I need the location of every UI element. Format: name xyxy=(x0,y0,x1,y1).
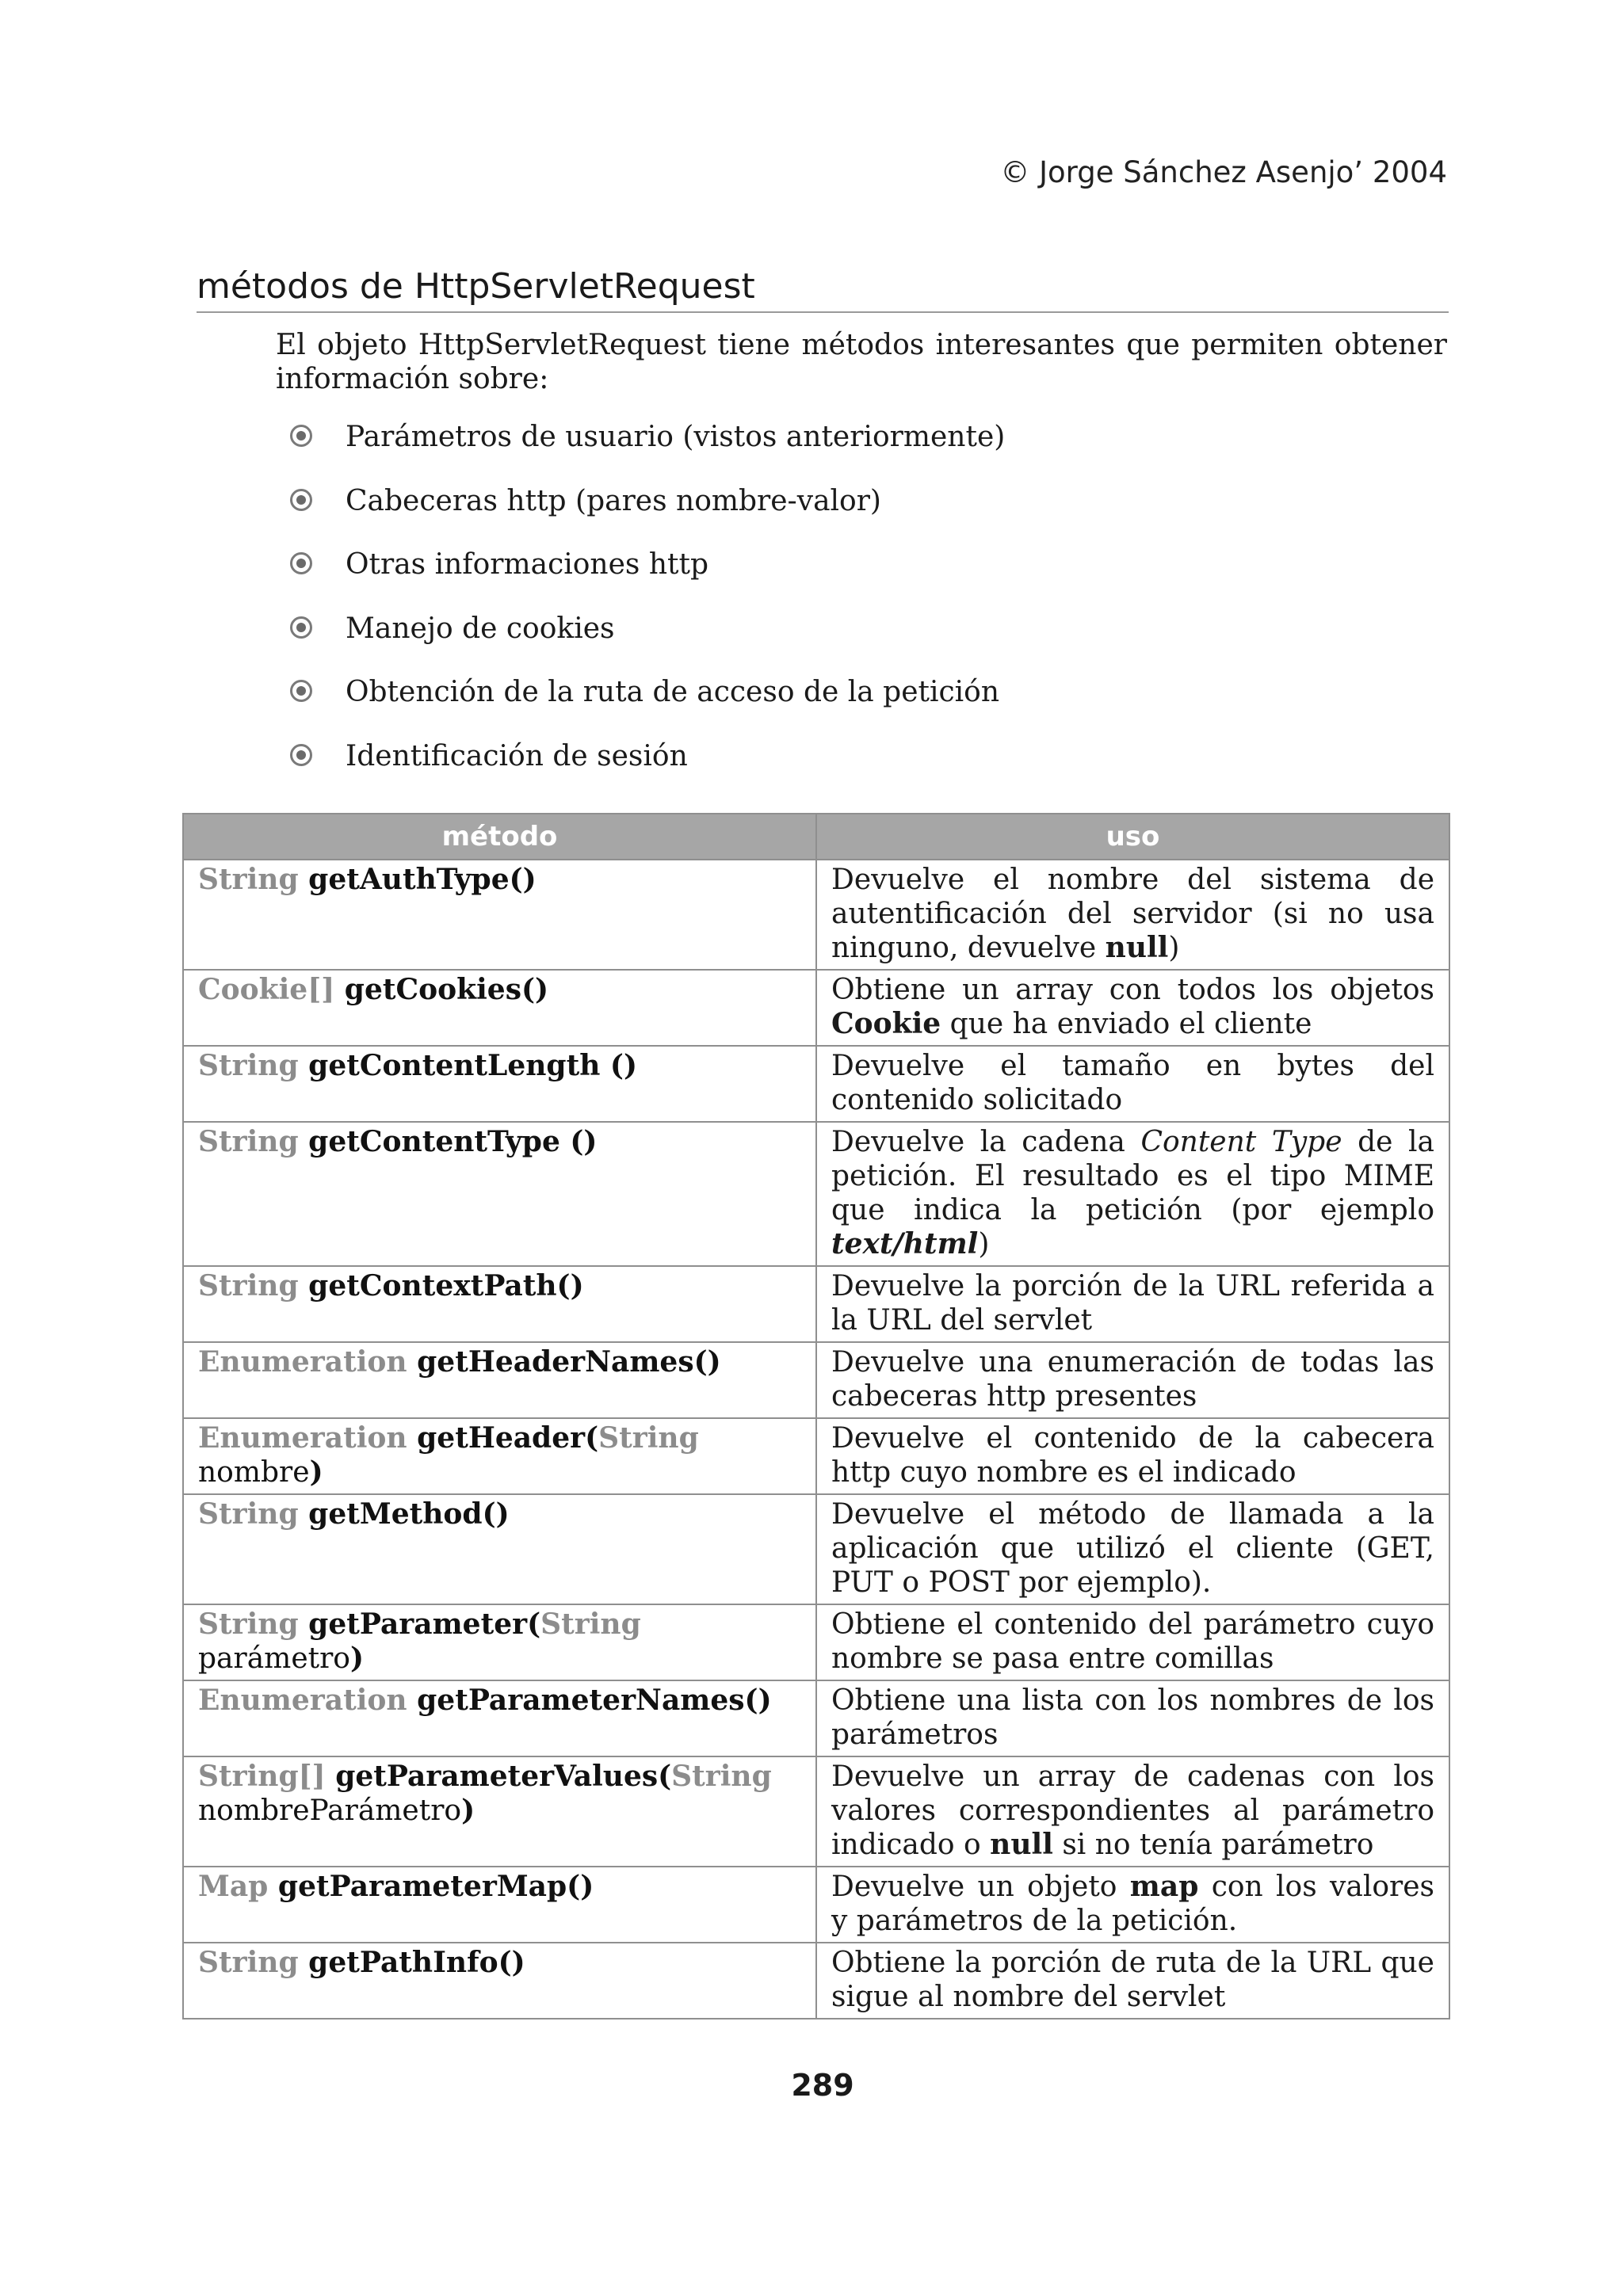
text-segment: ) xyxy=(1168,932,1180,964)
table-row xyxy=(183,1266,1449,1342)
return-type: String xyxy=(198,863,299,896)
text-segment: Devuelve el contenido de la cabecera http cuyo nombre es el indicado xyxy=(831,1422,1434,1489)
text-segment: de la petición. El resultado es el tipo MIME que indica la petición (por ejemplo xyxy=(831,1126,1434,1226)
emphasis-text: map xyxy=(1129,1870,1199,1903)
list-item xyxy=(290,547,1005,612)
text-segment: Devuelve el nombre del sistema de autentificación del servidor (si no usa ninguno, devuelve xyxy=(831,864,1434,964)
return-type: String xyxy=(198,1125,299,1158)
text-segment: Devuelve una enumeración de todas las cabeceras http presentes xyxy=(831,1346,1434,1413)
list-item-text: Parámetros de usuario (vistos anteriormente) xyxy=(346,421,1006,453)
list-item-text: Otras informaciones http xyxy=(346,548,708,581)
list-item xyxy=(290,739,1005,803)
table-row xyxy=(183,1867,1449,1943)
column-header-method: método xyxy=(183,814,816,860)
method-name: getHeader( xyxy=(407,1421,599,1455)
return-type: String xyxy=(598,1421,699,1455)
parameter-name: nombreParámetro xyxy=(198,1794,462,1827)
text-segment: que ha enviado el cliente xyxy=(941,1008,1312,1040)
list-item-text: Obtención de la ruta de acceso de la petición xyxy=(346,676,1000,708)
method-name: ) xyxy=(461,1794,475,1827)
parameter-name: parámetro xyxy=(198,1642,350,1675)
list-item xyxy=(290,675,1005,739)
table-row xyxy=(183,1046,1449,1122)
list-item-text: Cabeceras http (pares nombre-valor) xyxy=(346,484,881,517)
method-signature-cell xyxy=(183,1418,816,1494)
table-row xyxy=(183,1122,1449,1266)
table-row xyxy=(183,1943,1449,2019)
usage-description-cell xyxy=(816,1680,1449,1756)
method-signature-cell xyxy=(183,1604,816,1680)
emphasis-text: Cookie xyxy=(831,1007,941,1040)
text-segment: Obtiene la porción de ruta de la URL que sigue al nombre del servlet xyxy=(831,1947,1434,2013)
text-segment: Obtiene el contenido del parámetro cuyo nombre se pasa entre comillas xyxy=(831,1608,1434,1675)
emphasis-text: null xyxy=(1105,931,1169,964)
method-name: ) xyxy=(349,1642,365,1675)
method-name: getContentLength () xyxy=(298,1049,638,1082)
method-name: getParameterMap() xyxy=(268,1870,594,1903)
list-item xyxy=(290,612,1005,676)
text-segment: con los valores y parámetros de la petición. xyxy=(831,1871,1434,1937)
radio-bullet-icon xyxy=(290,680,312,702)
return-type: Enumeration xyxy=(198,1684,407,1717)
topic-list xyxy=(290,420,1005,803)
return-type: String xyxy=(540,1608,641,1641)
list-item xyxy=(290,484,1005,548)
method-name: getPathInfo() xyxy=(298,1946,525,1979)
usage-description-cell xyxy=(816,1342,1449,1418)
method-signature-cell xyxy=(183,860,816,970)
usage-description-cell xyxy=(816,860,1449,970)
table-row xyxy=(183,1680,1449,1756)
usage-description-cell xyxy=(816,1046,1449,1122)
method-name: getParameterValues( xyxy=(325,1760,672,1793)
method-name: getMethod() xyxy=(298,1497,510,1531)
radio-bullet-icon xyxy=(290,425,312,447)
usage-description-cell xyxy=(816,1122,1449,1266)
return-type: String[] xyxy=(198,1760,326,1793)
text-segment: Devuelve un objeto xyxy=(831,1871,1130,1903)
return-type: String xyxy=(198,1049,299,1082)
usage-description-cell xyxy=(816,1266,1449,1342)
method-signature-cell xyxy=(183,1266,816,1342)
method-signature-cell xyxy=(183,1680,816,1756)
list-item-text: Manejo de cookies xyxy=(346,612,615,645)
text-segment: Obtiene una lista con los nombres de los parámetros xyxy=(831,1684,1434,1751)
method-name: ) xyxy=(309,1455,323,1489)
method-signature-cell xyxy=(183,1756,816,1867)
method-name: getHeaderNames() xyxy=(407,1345,721,1379)
page-number: 289 xyxy=(791,2068,854,2103)
method-name: getContextPath() xyxy=(298,1269,584,1302)
list-item-text: Identificación de sesión xyxy=(346,739,688,772)
return-type: String xyxy=(671,1760,772,1793)
usage-description-cell xyxy=(816,1756,1449,1867)
method-signature-cell xyxy=(183,1122,816,1266)
table-row xyxy=(183,860,1449,970)
method-name: getContentType () xyxy=(298,1125,598,1158)
text-segment: Devuelve la porción de la URL referida a la URL del servlet xyxy=(831,1270,1434,1337)
text-segment: Devuelve el tamaño en bytes del contenido solicitado xyxy=(831,1050,1434,1116)
table-row xyxy=(183,1342,1449,1418)
usage-description-cell xyxy=(816,1943,1449,2019)
copyright-header: © Jorge Sánchez Asenjo’ 2004 xyxy=(1000,155,1447,189)
emphasis-text: Content Type xyxy=(1140,1126,1342,1158)
usage-description-cell xyxy=(816,1867,1449,1943)
usage-description-cell xyxy=(816,1494,1449,1604)
method-name: getCookies() xyxy=(334,973,549,1006)
table-header-row xyxy=(183,814,1449,860)
radio-bullet-icon xyxy=(290,552,312,574)
return-type: String xyxy=(198,1269,299,1302)
table-row xyxy=(183,970,1449,1046)
return-type: Cookie[] xyxy=(198,973,335,1006)
emphasis-text: text/html xyxy=(831,1227,979,1261)
radio-bullet-icon xyxy=(290,744,312,766)
radio-bullet-icon xyxy=(290,489,312,511)
return-type: String xyxy=(198,1497,299,1531)
intro-paragraph: El objeto HttpServletRequest tiene métodos interesantes que permiten obtener información sobre: xyxy=(276,329,1447,395)
table-row xyxy=(183,1756,1449,1867)
text-segment: Devuelve un array de cadenas con los valores correspondientes al parámetro indicado o xyxy=(831,1760,1434,1861)
table-row xyxy=(183,1604,1449,1680)
return-type: String xyxy=(198,1608,299,1641)
method-signature-cell xyxy=(183,1342,816,1418)
radio-bullet-icon xyxy=(290,616,312,639)
column-header-use: uso xyxy=(816,814,1449,860)
method-signature-cell xyxy=(183,1046,816,1122)
return-type: String xyxy=(198,1946,299,1979)
parameter-name: nombre xyxy=(198,1456,310,1489)
method-signature-cell xyxy=(183,1943,816,2019)
text-segment: Obtiene un array con todos los objetos xyxy=(831,974,1434,1006)
usage-description-cell xyxy=(816,1604,1449,1680)
text-segment: ) xyxy=(978,1228,990,1261)
return-type: Enumeration xyxy=(198,1421,407,1455)
usage-description-cell xyxy=(816,1418,1449,1494)
emphasis-text: null xyxy=(990,1828,1053,1861)
return-type: Map xyxy=(198,1870,269,1903)
table-row xyxy=(183,1494,1449,1604)
methods-table xyxy=(182,813,1450,2019)
return-type: Enumeration xyxy=(198,1345,407,1379)
text-segment: Devuelve la cadena xyxy=(831,1126,1141,1158)
usage-description-cell xyxy=(816,970,1449,1046)
method-name: getAuthType() xyxy=(298,863,537,896)
table-body xyxy=(183,860,1449,2019)
method-name: getParameterNames() xyxy=(407,1684,772,1717)
method-signature-cell xyxy=(183,1867,816,1943)
list-item xyxy=(290,420,1005,484)
method-name: getParameter( xyxy=(298,1608,541,1641)
table-row xyxy=(183,1418,1449,1494)
section-title: métodos de HttpServletRequest xyxy=(197,266,1449,313)
method-signature-cell xyxy=(183,970,816,1046)
text-segment: si no tenía parámetro xyxy=(1052,1829,1374,1861)
text-segment: Devuelve el método de llamada a la aplicación que utilizó el cliente (GET, PUT o POST por ejemplo). xyxy=(831,1498,1434,1599)
method-signature-cell xyxy=(183,1494,816,1604)
